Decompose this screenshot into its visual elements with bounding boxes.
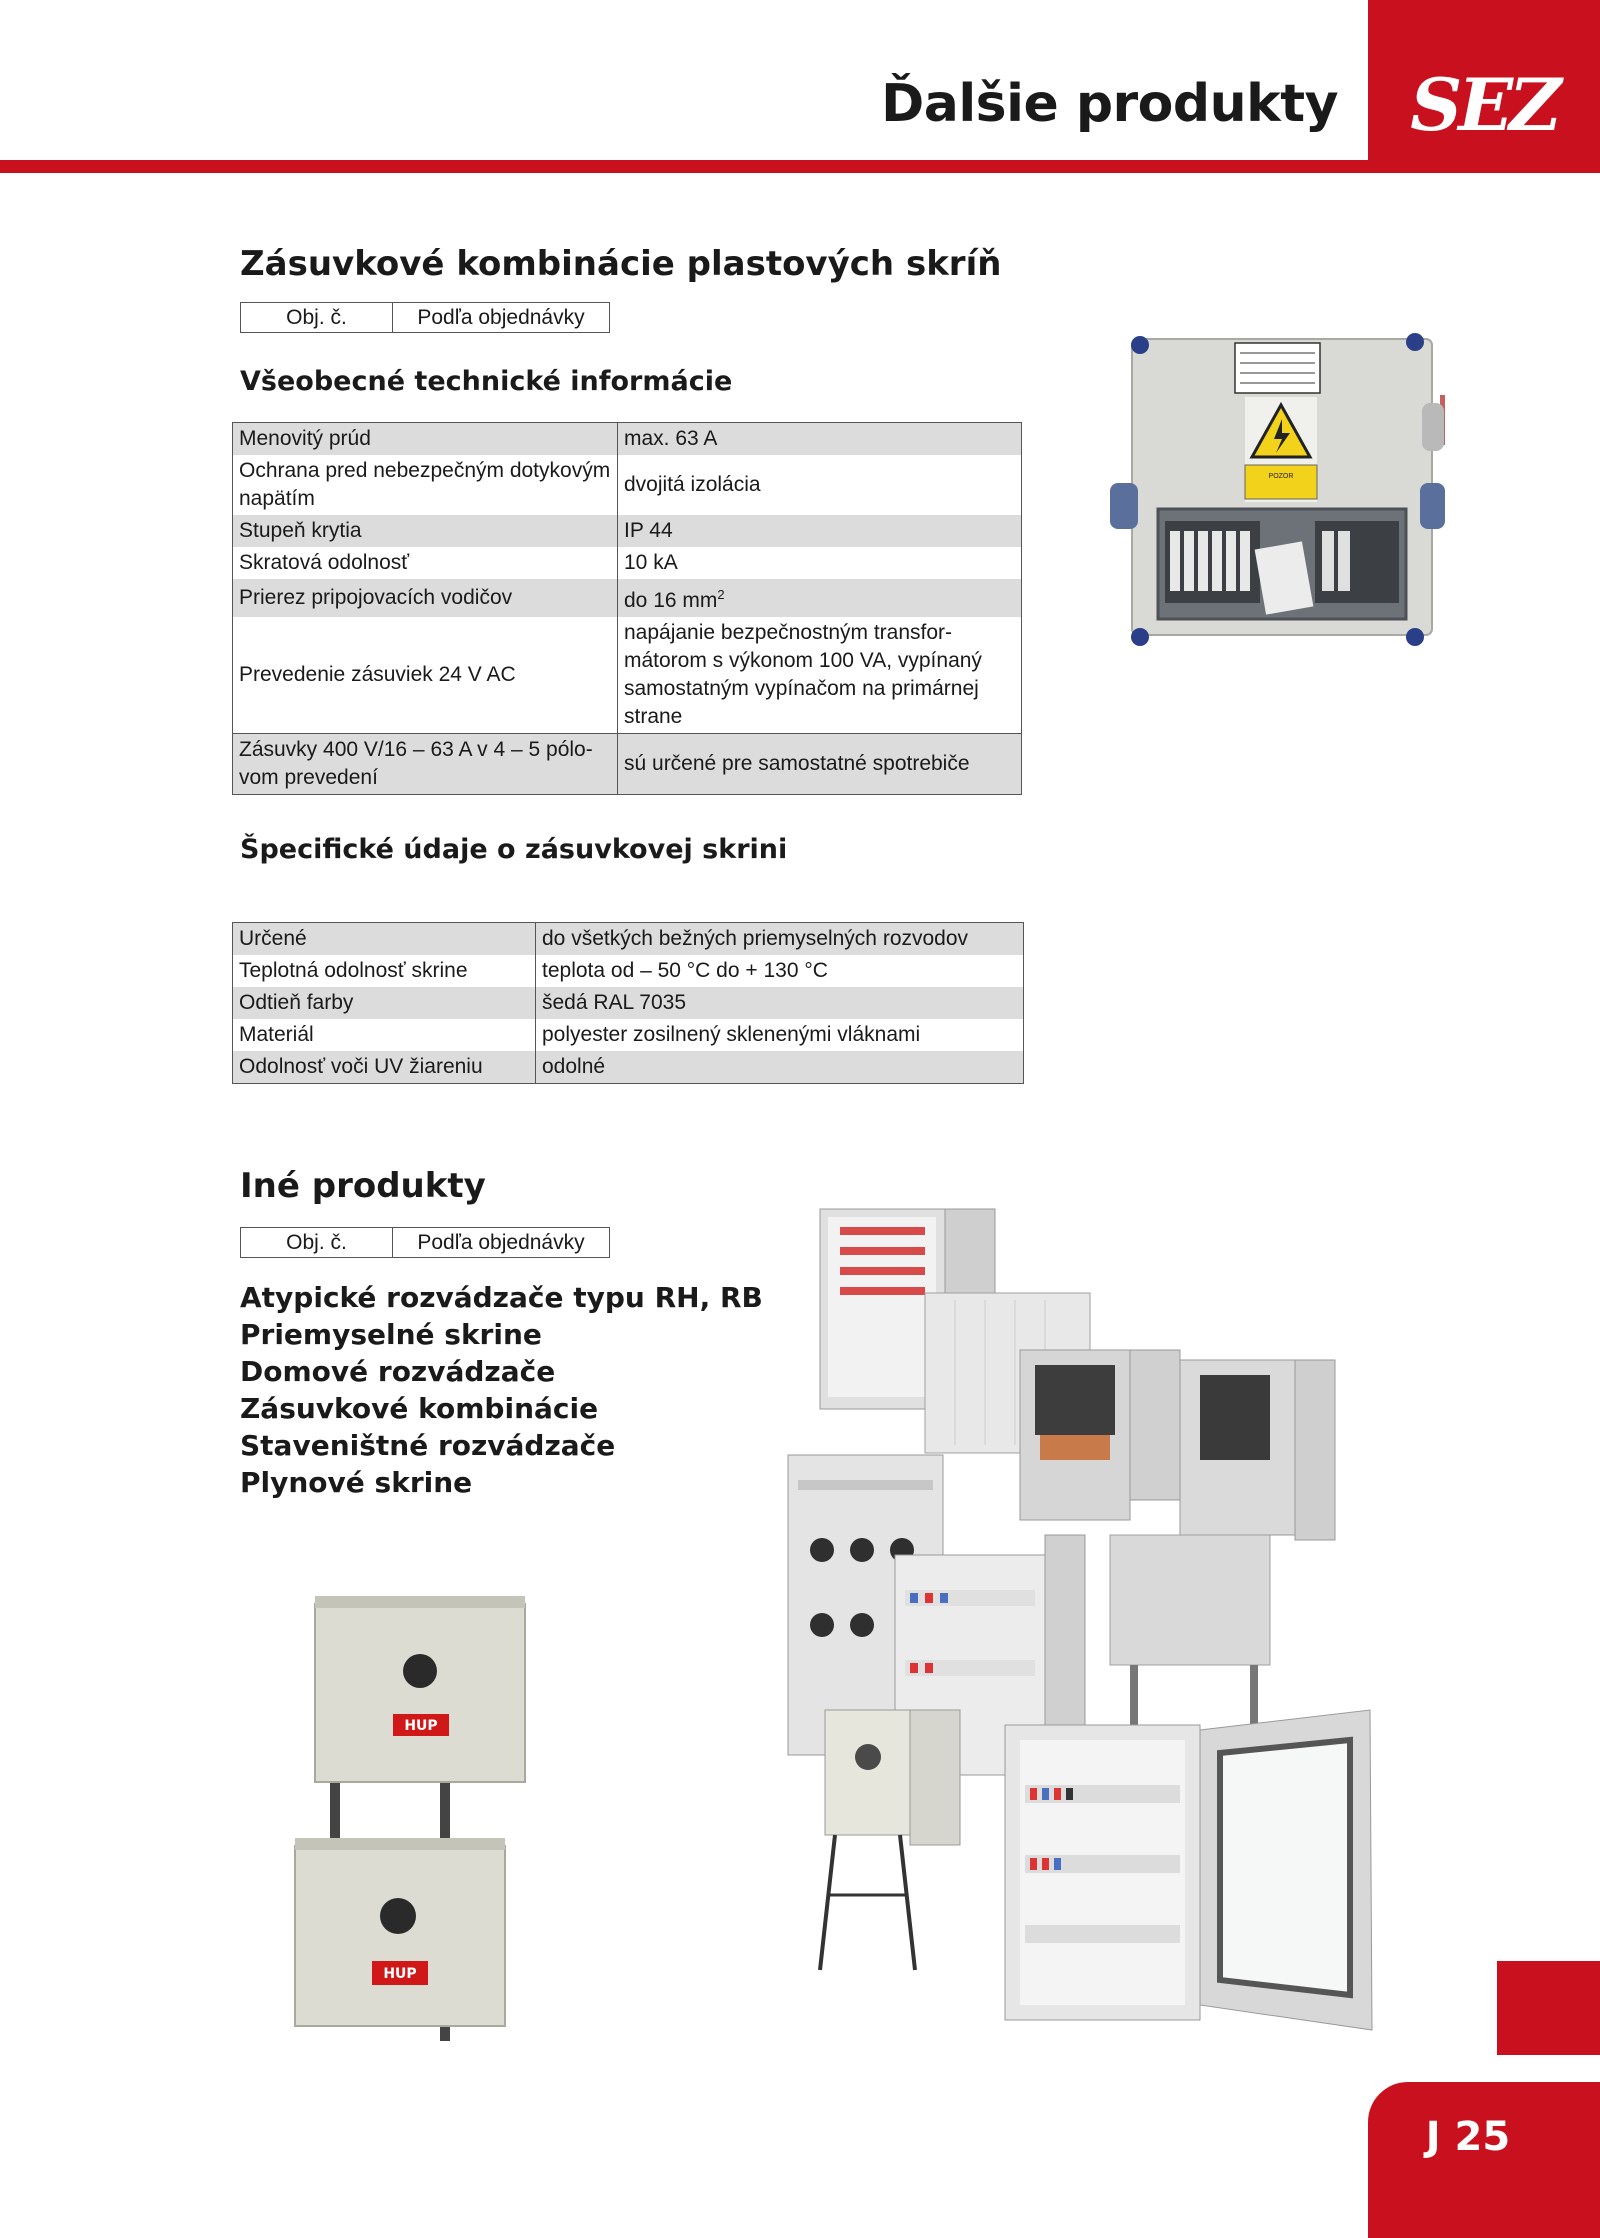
- header-rule: [0, 160, 1600, 173]
- table-row: [233, 515, 1022, 547]
- page-number-tab: [1368, 2082, 1600, 2238]
- obj-label: Obj. č.: [241, 303, 393, 333]
- table-row: [233, 579, 1022, 617]
- row-value: odolné: [536, 1051, 1024, 1084]
- gas-cabinet-photo: [290, 1596, 670, 2041]
- row-key: Určené: [233, 923, 536, 956]
- general-info-table: [232, 422, 1022, 795]
- row-key: Prierez pripojovacích vodičov: [233, 579, 618, 617]
- row-key: Stupeň krytia: [233, 515, 618, 547]
- table-row: [233, 734, 1022, 795]
- row-key: Menovitý prúd: [233, 423, 618, 456]
- cross-section-value: do 16 mm: [624, 589, 718, 612]
- switchboards-photo: [780, 1205, 1380, 2037]
- order-number-table: [240, 1227, 610, 1258]
- table-row: [233, 955, 1024, 987]
- section-title: Zásuvkové kombinácie plastových skríň: [240, 244, 1002, 284]
- unit-exponent: 2: [717, 587, 725, 602]
- warning-sign-text: POZOR: [1268, 473, 1294, 480]
- row-key: Odtieň farby: [233, 987, 536, 1019]
- page-number: J 25: [1425, 2114, 1511, 2160]
- table-row: [233, 423, 1022, 456]
- row-key: Zásuvky 400 V/16 – 63 A v 4 – 5 pólo-vom prevedení: [233, 734, 618, 795]
- list-item: Atypické rozvádzače typu RH, RB: [240, 1281, 763, 1314]
- obj-value: Podľa objednávky: [393, 1228, 610, 1258]
- list-item: Plynové skrine: [240, 1466, 473, 1499]
- row-value: teplota od – 50 °C do + 130 °C: [536, 955, 1024, 987]
- row-value: napájanie bezpečnostným transfor-mátorom s výkonom 100 VA, vypínaný samostatným vypínačom na primárnej strane: [618, 617, 1022, 734]
- obj-label: Obj. č.: [241, 1228, 393, 1258]
- table-row: [233, 617, 1022, 734]
- table-row: [233, 1019, 1024, 1051]
- obj-value: Podľa objednávky: [393, 303, 610, 333]
- row-value: sú určené pre samostatné spotrebiče: [618, 734, 1022, 795]
- specific-info-table: [232, 922, 1024, 1084]
- general-info-heading: Všeobecné technické informácie: [240, 366, 733, 397]
- row-key: Prevedenie zásuviek 24 V AC: [233, 617, 618, 734]
- row-value: šedá RAL 7035: [536, 987, 1024, 1019]
- section-title: Iné produkty: [240, 1166, 486, 1206]
- order-number-table: [240, 302, 610, 333]
- row-value: 10 kA: [618, 547, 1022, 579]
- row-key: Odolnosť voči UV žiareniu: [233, 1051, 536, 1084]
- list-item: Staveništné rozvádzače: [240, 1429, 616, 1462]
- row-value: max. 63 A: [618, 423, 1022, 456]
- row-value: do všetkých bežných priemyselných rozvodov: [536, 923, 1024, 956]
- row-key: Skratová odolnosť: [233, 547, 618, 579]
- row-value: polyester zosilnený sklenenými vláknami: [536, 1019, 1024, 1051]
- specific-info-heading: Špecifické údaje o zásuvkovej skrini: [240, 834, 788, 865]
- row-value: [618, 579, 1022, 617]
- table-row: [233, 987, 1024, 1019]
- page-title: Ďalšie produkty: [881, 74, 1338, 134]
- row-key: Teplotná odolnosť skrine: [233, 955, 536, 987]
- section-marker: [1497, 1961, 1600, 2055]
- hup-label: HUP: [404, 1718, 438, 1734]
- table-row: [233, 547, 1022, 579]
- list-item: Zásuvkové kombinácie: [240, 1392, 599, 1425]
- logo-text: SEZ: [1410, 62, 1558, 147]
- row-value: dvojitá izolácia: [618, 455, 1022, 515]
- table-row: [233, 923, 1024, 956]
- table-row: [233, 1051, 1024, 1084]
- row-value: IP 44: [618, 515, 1022, 547]
- socket-box-photo: [1110, 325, 1445, 655]
- table-row: [233, 455, 1022, 515]
- list-item: Priemyselné skrine: [240, 1318, 542, 1351]
- hup-label: HUP: [383, 1966, 417, 1982]
- row-key: Materiál: [233, 1019, 536, 1051]
- row-key: Ochrana pred nebezpečným dotykovým napätím: [233, 455, 618, 515]
- list-item: Domové rozvádzače: [240, 1355, 556, 1388]
- product-list: [240, 1279, 763, 1501]
- brand-logo: [1368, 0, 1600, 166]
